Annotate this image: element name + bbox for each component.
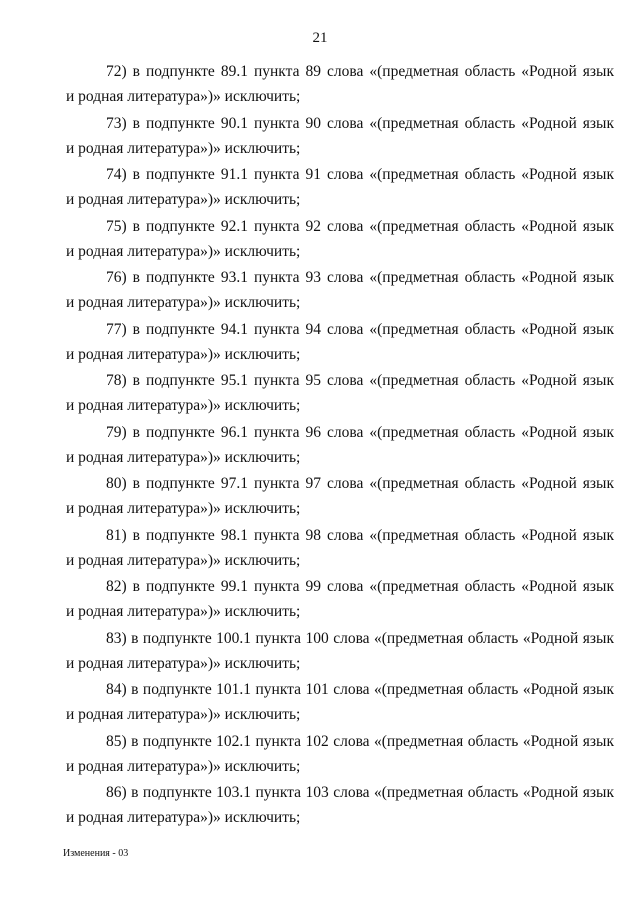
amendment-text-second-line: и родная литература»)» исключить; xyxy=(66,654,301,672)
amendment-item xyxy=(66,317,614,369)
amendment-item xyxy=(66,420,614,472)
amendment-text-first-line: 86) в подпункте 103.1 пункта 103 слова «(предметная область «Родной язык xyxy=(106,784,614,801)
amendment-text-first-line: 73) в подпункте 90.1 пункта 90 слова «(предметная область «Родной язык xyxy=(106,114,614,132)
amendment-item xyxy=(66,368,614,420)
amendment-text-second-line: и родная литература»)» исключить; xyxy=(66,294,301,311)
amendment-item xyxy=(66,59,614,111)
footer-revision-note: Изменения - 03 xyxy=(63,848,129,859)
amendment-text-second-line: и родная литература»)» исключить; xyxy=(66,603,301,620)
amendment-text-second-line: и родная литература»)» исключить; xyxy=(66,500,301,517)
amendment-text-second-line: и родная литература»)» исключить; xyxy=(66,551,301,569)
amendment-text-first-line: 80) в подпункте 97.1 пункта 97 слова «(предметная область «Родной язык xyxy=(106,475,614,492)
page-number: 21 xyxy=(312,30,328,46)
amendment-text-second-line: и родная литература»)» исключить; xyxy=(66,345,301,363)
amendment-text-first-line: 78) в подпункте 95.1 пункта 95 слова «(предметная область «Родной язык xyxy=(106,372,614,389)
amendment-text-first-line: 85) в подпункте 102.1 пункта 102 слова «(предметная область «Родной язык xyxy=(106,732,614,750)
amendment-item xyxy=(66,214,614,266)
amendment-item xyxy=(66,729,614,781)
amendment-text-first-line: 74) в подпункте 91.1 пункта 91 слова «(предметная область «Родной язык xyxy=(106,166,614,183)
amendment-text-second-line: и родная литература»)» исключить; xyxy=(66,809,301,826)
amendment-item xyxy=(66,626,614,678)
amendment-text-second-line: и родная литература»)» исключить; xyxy=(66,242,301,260)
amendment-item xyxy=(66,523,614,575)
amendment-item xyxy=(66,111,614,163)
amendment-text-first-line: 76) в подпункте 93.1 пункта 93 слова «(предметная область «Родной язык xyxy=(106,269,614,286)
amendment-list xyxy=(66,59,614,832)
amendment-text-first-line: 75) в подпункте 92.1 пункта 92 слова «(предметная область «Родной язык xyxy=(106,217,614,235)
amendment-item xyxy=(66,574,614,626)
amendment-text-second-line: и родная литература»)» исключить; xyxy=(66,757,301,775)
amendment-text-second-line: и родная литература»)» исключить; xyxy=(66,191,301,208)
amendment-text-second-line: и родная литература»)» исключить; xyxy=(66,88,301,105)
amendment-text-first-line: 83) в подпункте 100.1 пункта 100 слова «(предметная область «Родной язык xyxy=(106,629,614,647)
amendment-text-first-line: 82) в подпункте 99.1 пункта 99 слова «(предметная область «Родной язык xyxy=(106,578,614,595)
amendment-text-second-line: и родная литература»)» исключить; xyxy=(66,397,301,414)
amendment-item xyxy=(66,677,614,729)
amendment-text-first-line: 84) в подпункте 101.1 пункта 101 слова «(предметная область «Родной язык xyxy=(106,681,614,698)
amendment-item xyxy=(66,265,614,317)
amendment-item xyxy=(66,471,614,523)
amendment-text-first-line: 72) в подпункте 89.1 пункта 89 слова «(предметная область «Родной язык xyxy=(106,63,614,80)
amendment-item xyxy=(66,162,614,214)
amendment-text-second-line: и родная литература»)» исключить; xyxy=(66,448,301,466)
amendment-text-first-line: 77) в подпункте 94.1 пункта 94 слова «(предметная область «Родной язык xyxy=(106,320,614,338)
amendment-item xyxy=(66,780,614,832)
amendment-text-first-line: 81) в подпункте 98.1 пункта 98 слова «(предметная область «Родной язык xyxy=(106,526,614,544)
amendment-text-second-line: и родная литература»)» исключить; xyxy=(66,139,301,157)
amendment-text-second-line: и родная литература»)» исключить; xyxy=(66,706,301,723)
amendment-text-first-line: 79) в подпункте 96.1 пункта 96 слова «(предметная область «Родной язык xyxy=(106,423,614,441)
